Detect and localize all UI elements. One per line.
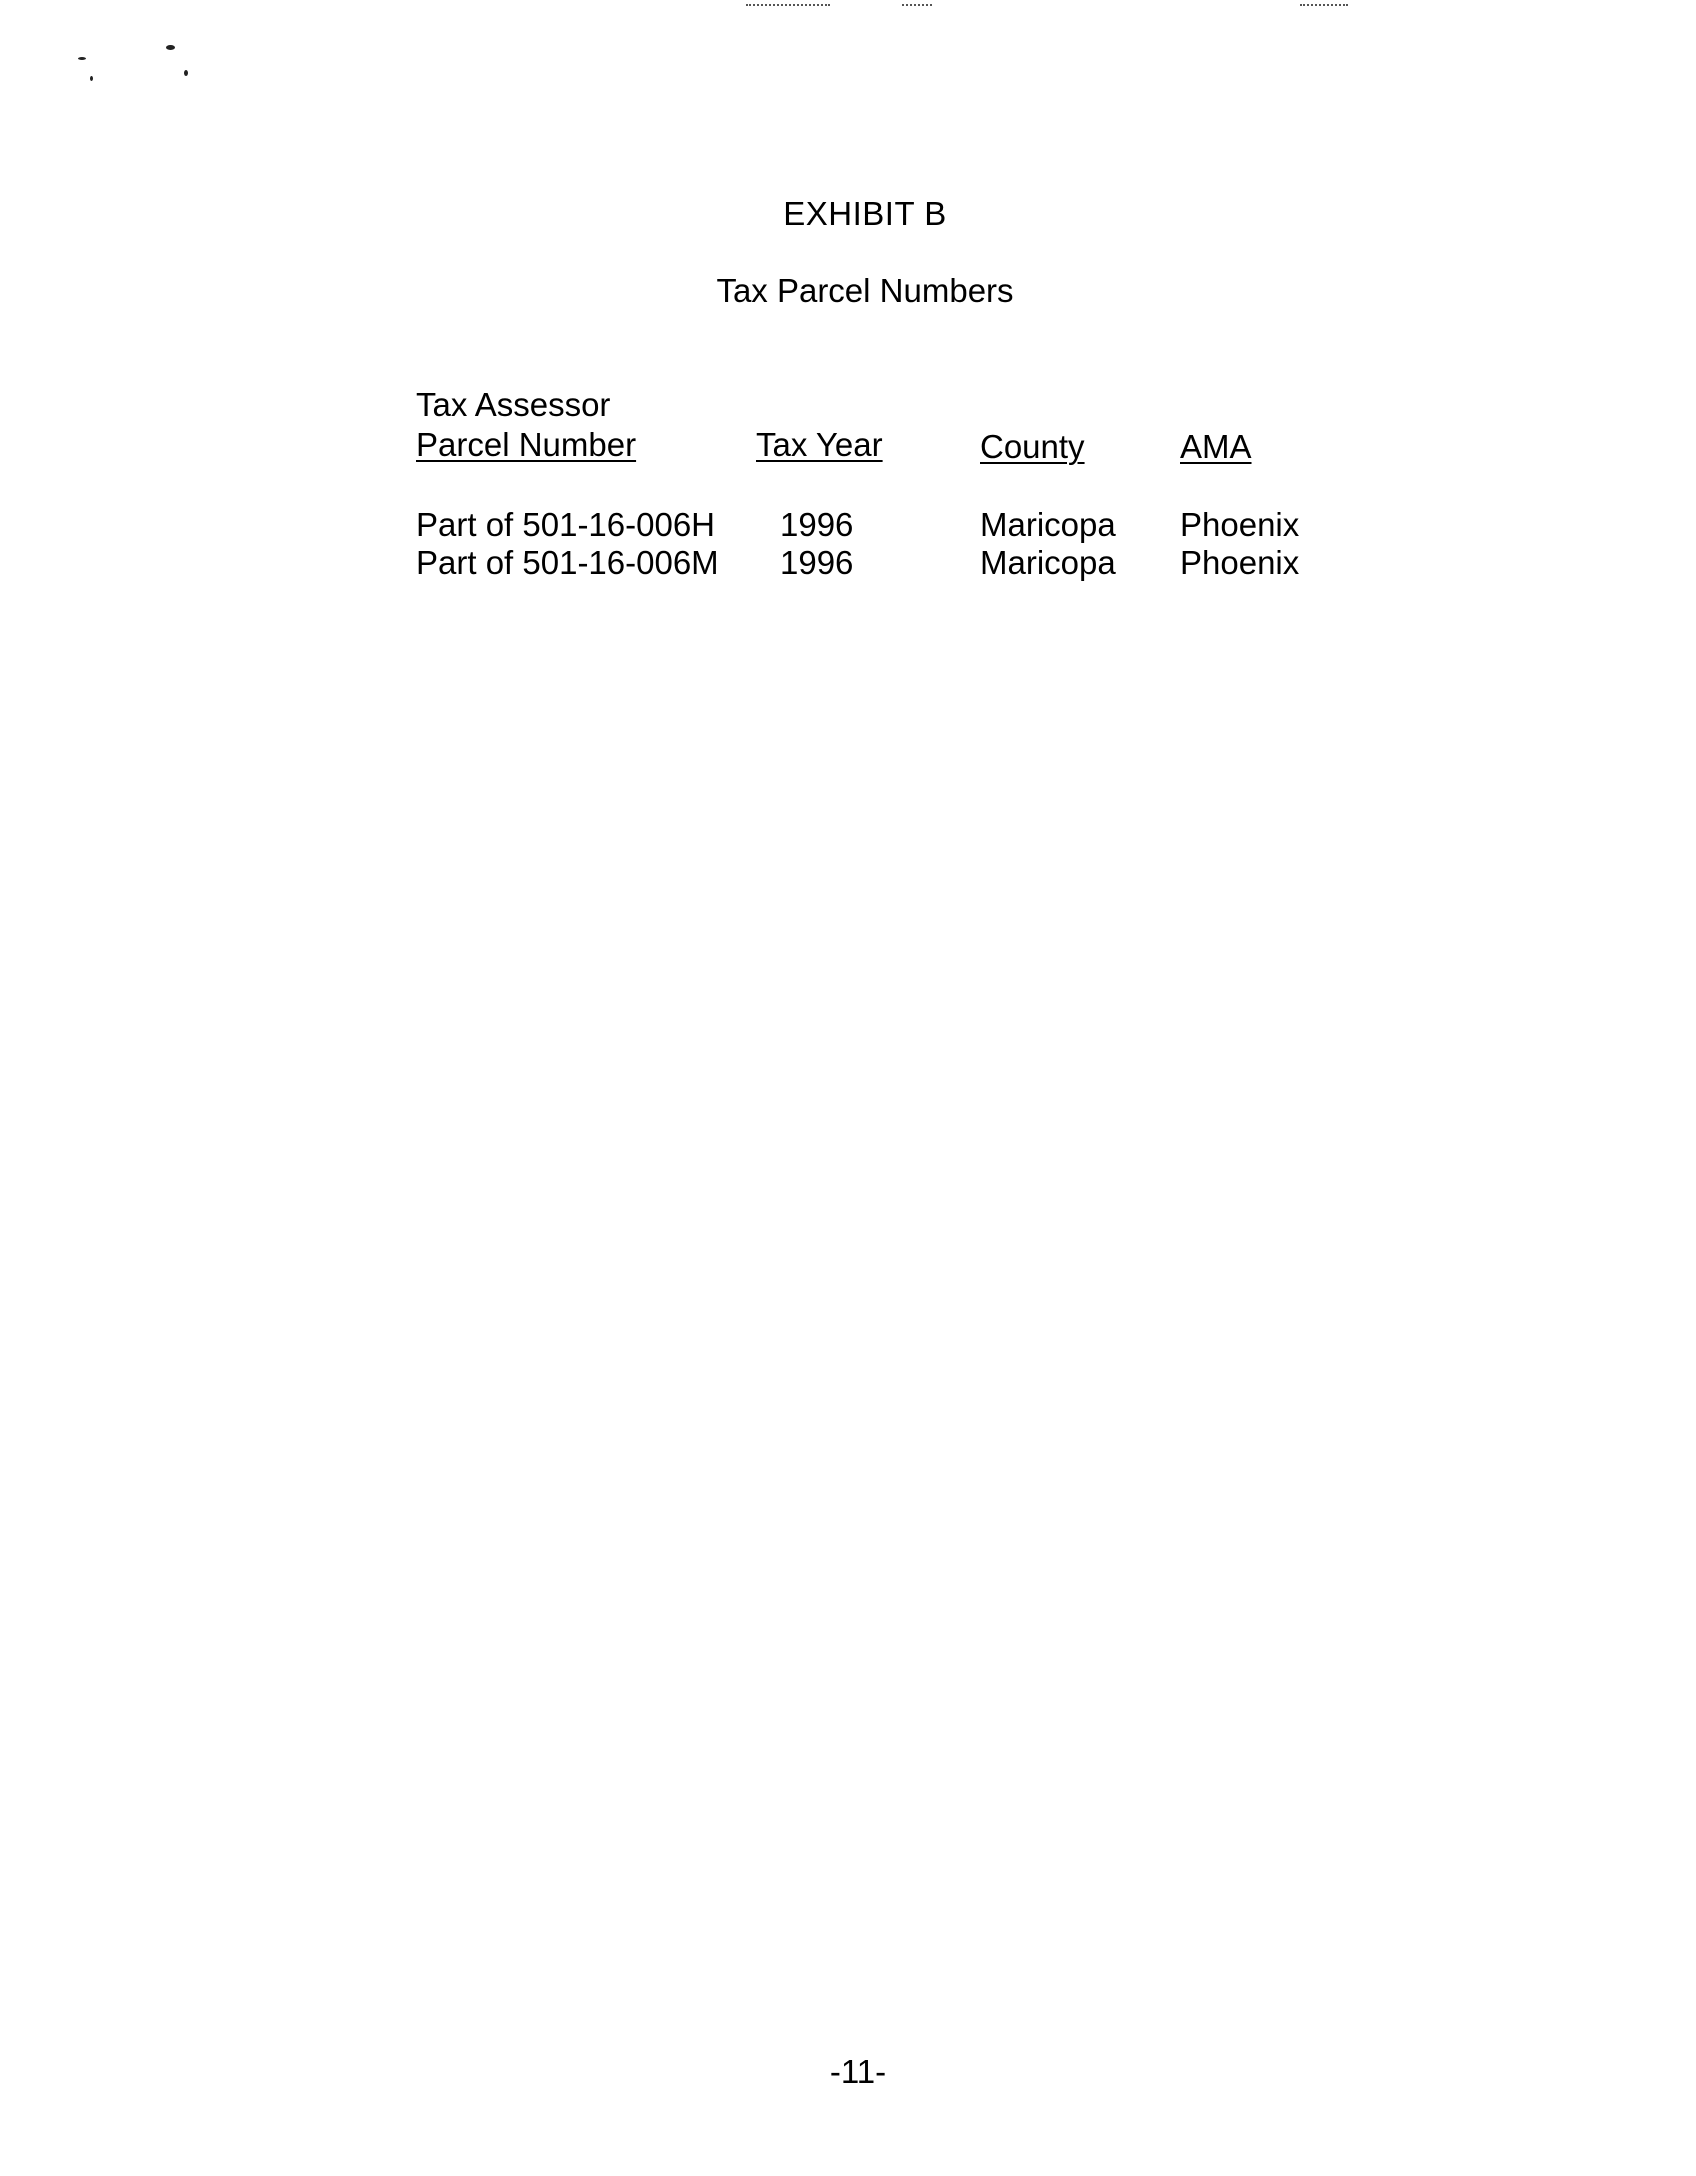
column-header-parcel-line1: Tax Assessor xyxy=(416,386,611,423)
column-header-ama: AMA xyxy=(1180,428,1252,465)
table-cell-parcel-number: Part of 501-16-006H xyxy=(416,506,716,543)
table-cell-parcel-number: Part of 501-16-006M xyxy=(416,544,719,581)
page-number: -11- xyxy=(829,2053,887,2090)
column-header-county: County xyxy=(980,428,1085,465)
table-cell-county: Maricopa xyxy=(980,544,1116,581)
column-header-tax-year: Tax Year xyxy=(756,426,883,463)
table-cell-tax-year: 1996 xyxy=(780,506,854,543)
scan-edge-mark xyxy=(746,4,830,7)
scan-edge-mark xyxy=(1300,4,1348,7)
column-header-parcel-number: Parcel Number xyxy=(416,426,637,463)
table-cell-tax-year: 1996 xyxy=(780,544,854,581)
table-cell-county: Maricopa xyxy=(980,506,1116,543)
table-cell-ama: Phoenix xyxy=(1180,506,1300,543)
scan-speck xyxy=(184,70,188,76)
scan-speck xyxy=(90,76,93,81)
scan-speck xyxy=(166,45,175,50)
scan-speck xyxy=(78,57,86,60)
exhibit-subtitle: Tax Parcel Numbers xyxy=(716,272,1014,309)
exhibit-title: EXHIBIT B xyxy=(783,195,947,232)
table-cell-ama: Phoenix xyxy=(1180,544,1300,581)
scan-edge-mark xyxy=(902,4,932,7)
